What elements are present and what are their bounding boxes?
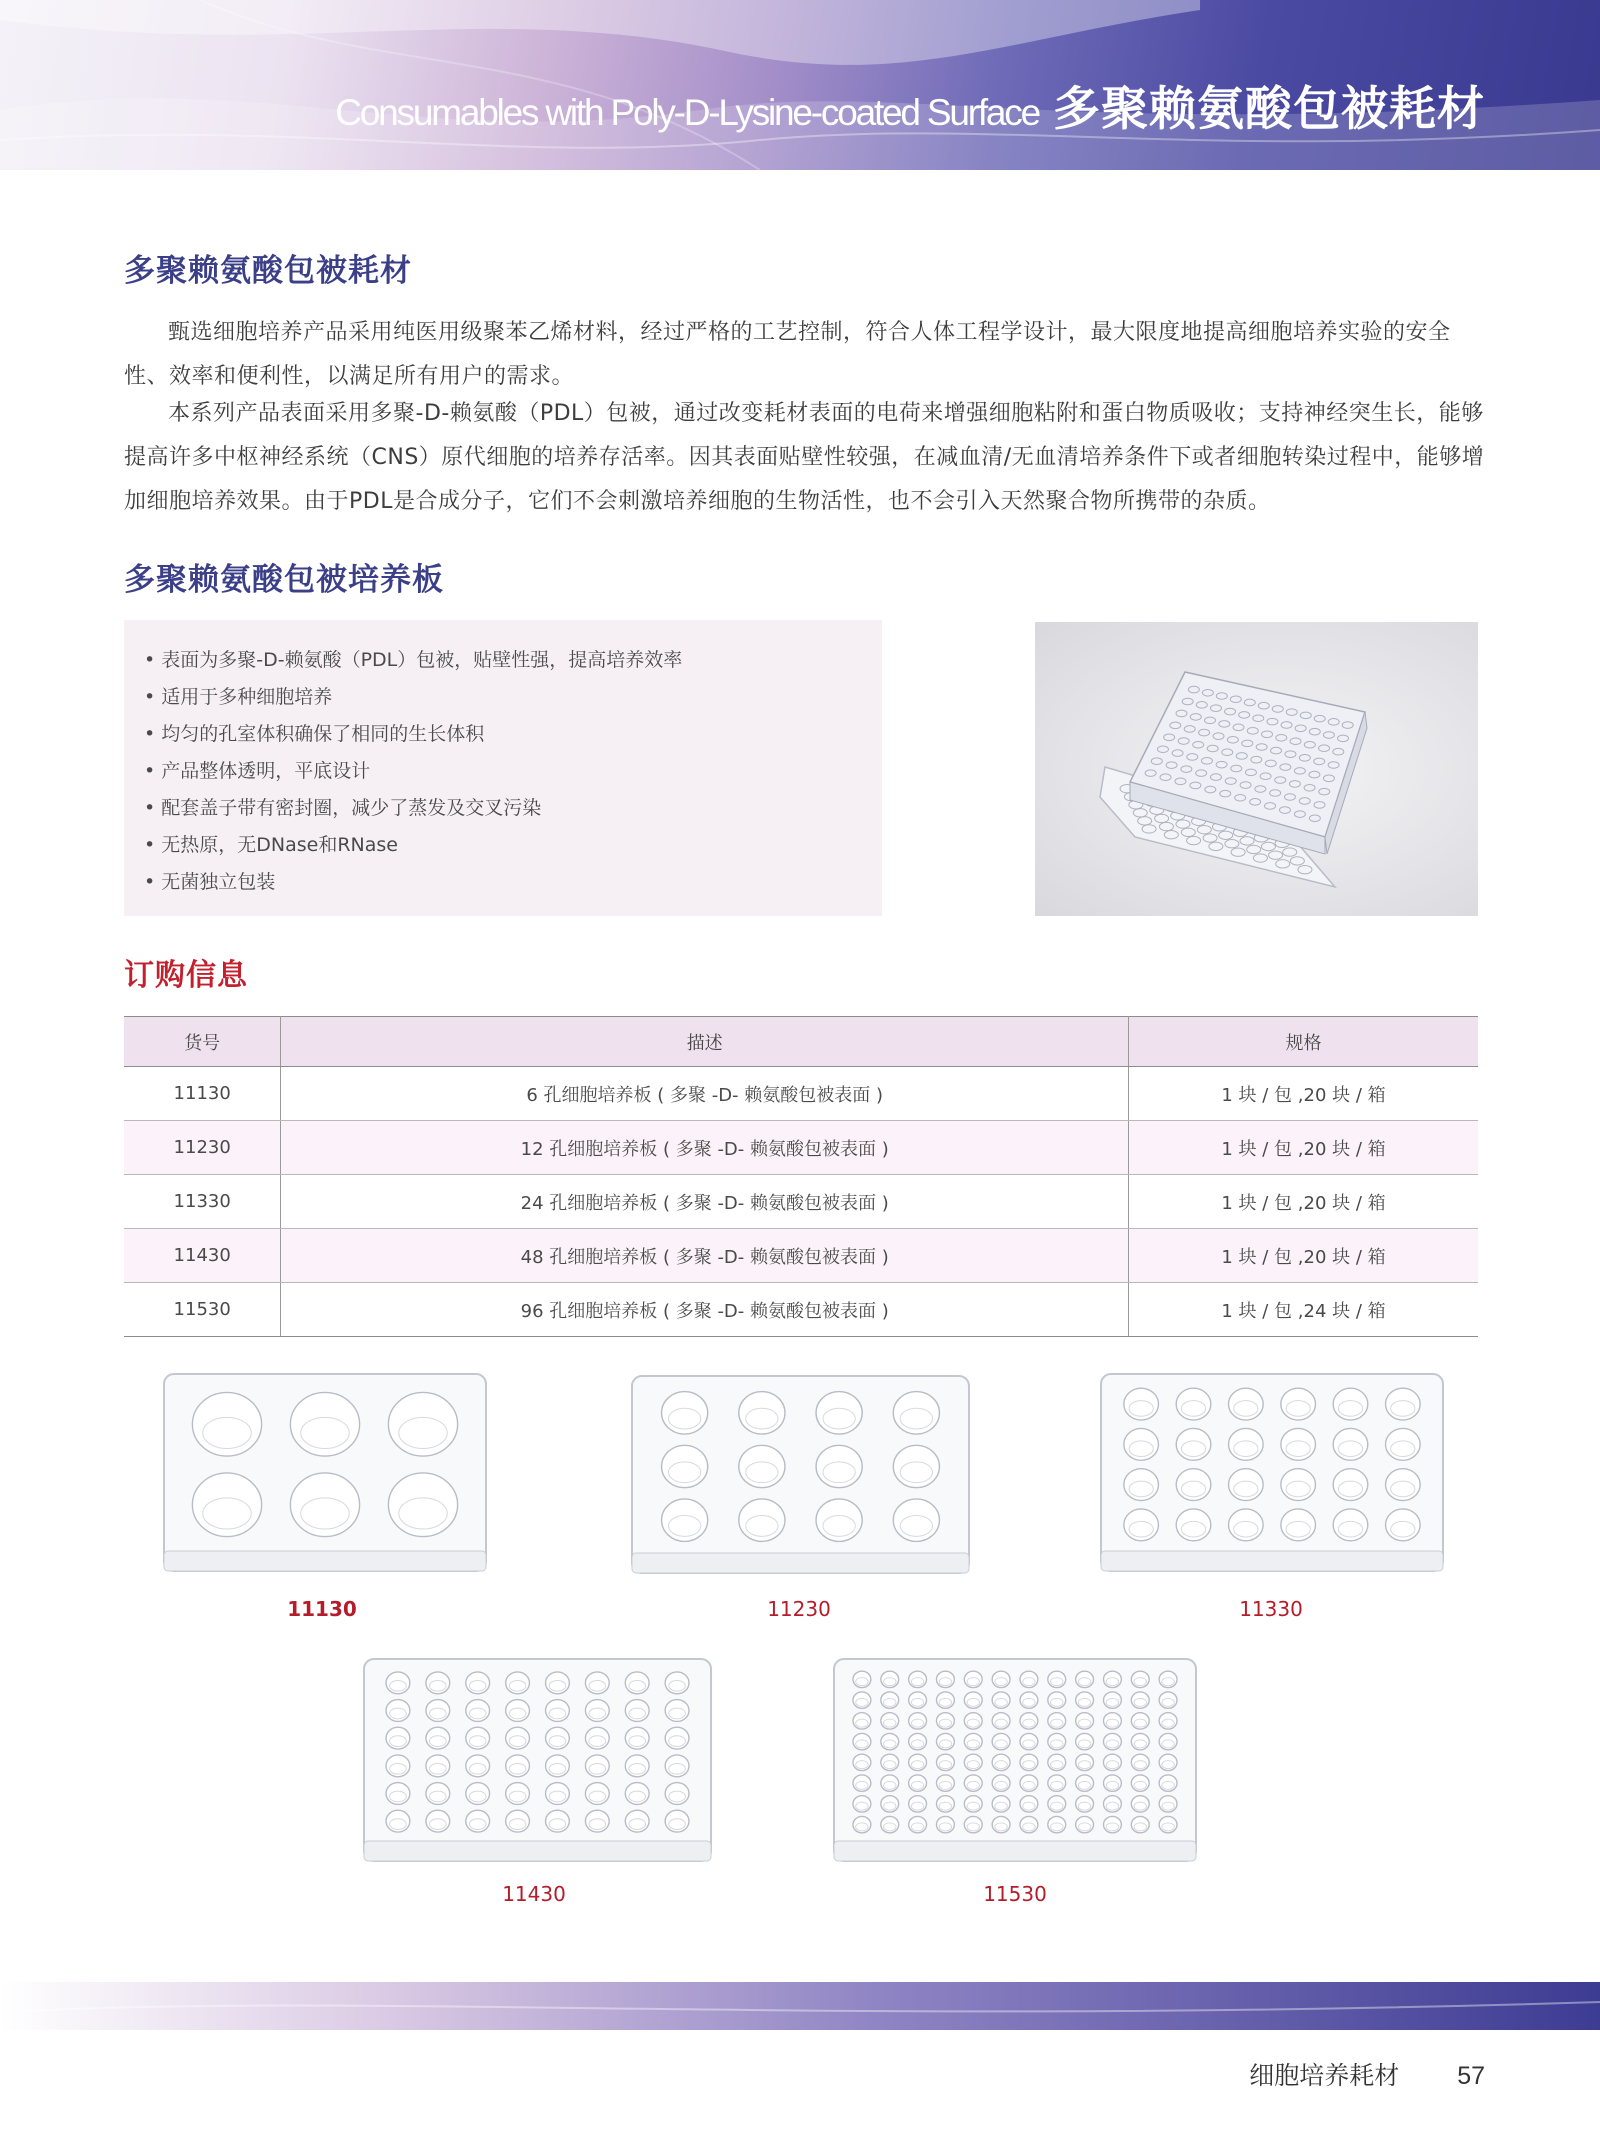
plate-well bbox=[1386, 1428, 1421, 1460]
plate-well bbox=[585, 1810, 609, 1832]
plate-well bbox=[585, 1672, 609, 1694]
cell-spec: 1 块 / 包 ,20 块 / 箱 bbox=[1129, 1175, 1478, 1229]
plate-well bbox=[893, 1445, 939, 1487]
plate-12-well-image bbox=[628, 1372, 973, 1577]
plate-well bbox=[625, 1810, 649, 1832]
col-header-spec: 规格 bbox=[1129, 1017, 1478, 1067]
plate-well bbox=[1281, 1509, 1316, 1541]
plate-6-well-image bbox=[160, 1370, 490, 1575]
plate-well bbox=[1176, 1469, 1211, 1501]
plate-well bbox=[506, 1727, 530, 1749]
cell-spec: 1 块 / 包 ,20 块 / 箱 bbox=[1129, 1121, 1478, 1175]
plate-well bbox=[290, 1473, 359, 1537]
cell-description: 48 孔细胞培养板 ( 多聚 -D- 赖氨酸包被表面 ) bbox=[281, 1229, 1129, 1283]
plate-well bbox=[546, 1700, 570, 1722]
section-heading-consumables: 多聚赖氨酸包被耗材 bbox=[124, 253, 412, 289]
plate-well bbox=[1229, 1509, 1264, 1541]
footer-section-name: 细胞培养耗材 bbox=[1249, 2061, 1400, 2090]
intro-paragraph-1: 甄选细胞培养产品采用纯医用级聚苯乙烯材料，经过严格的工艺控制，符合人体工程学设计，最大限度地提高细胞培养实验的安全性、效率和便利性，以满足所有用户的需求。 bbox=[124, 320, 1451, 389]
cell-sku: 11230 bbox=[124, 1121, 281, 1175]
plate-skirt bbox=[834, 1841, 1196, 1861]
plate-well bbox=[665, 1755, 689, 1777]
plate-skirt bbox=[364, 1841, 711, 1861]
cell-sku: 11530 bbox=[124, 1283, 281, 1337]
plate-well bbox=[1333, 1388, 1368, 1420]
plate-well bbox=[1281, 1469, 1316, 1501]
feature-item: • 均匀的孔室体积确保了相同的生长体积 bbox=[144, 716, 882, 753]
plate-well bbox=[1333, 1509, 1368, 1541]
plate-well bbox=[816, 1445, 862, 1487]
plate-well bbox=[665, 1727, 689, 1749]
plate-well bbox=[506, 1755, 530, 1777]
plate-well bbox=[893, 1499, 939, 1541]
plate-well bbox=[466, 1783, 490, 1805]
plate-well bbox=[1124, 1509, 1159, 1541]
plate-well bbox=[625, 1727, 649, 1749]
plate-well bbox=[388, 1473, 457, 1537]
plate-well bbox=[506, 1700, 530, 1722]
intro-paragraph-2: 本系列产品表面采用多聚-D-赖氨酸（PDL）包被，通过改变耗材表面的电荷来增强细胞粘附和蛋白物质吸收；支持神经突生长，能够提高许多中枢神经系统（CNS）原代细胞的培养存活率。因其表面贴壁性较强，在减血清/无血清培养条件下或者细胞转染过程中，能够增加细胞培养效果。由于PDL是合成分子，它们不会刺激培养细胞的生物活性，也不会引入天然聚合物所携带的杂质。 bbox=[124, 401, 1485, 514]
plate-well bbox=[546, 1755, 570, 1777]
footer-section-page bbox=[1249, 2056, 1485, 2092]
plate-well bbox=[1281, 1388, 1316, 1420]
plate-label-11330: 11330 bbox=[1239, 1597, 1303, 1621]
plate-well bbox=[506, 1672, 530, 1694]
plate-well bbox=[426, 1672, 450, 1694]
plate-well bbox=[388, 1392, 457, 1456]
plate-well bbox=[1333, 1469, 1368, 1501]
plate-well bbox=[739, 1445, 785, 1487]
col-header-description: 描述 bbox=[281, 1017, 1129, 1067]
plate-well bbox=[816, 1392, 862, 1434]
plate-well bbox=[426, 1727, 450, 1749]
plate-well bbox=[426, 1783, 450, 1805]
feature-list bbox=[124, 620, 882, 901]
table-header-row bbox=[124, 1017, 1478, 1067]
plate-well bbox=[1229, 1469, 1264, 1501]
header-banner bbox=[0, 0, 1600, 170]
plate-well bbox=[665, 1783, 689, 1805]
plate-well bbox=[893, 1392, 939, 1434]
plate-well bbox=[585, 1700, 609, 1722]
plate-well bbox=[386, 1755, 410, 1777]
plate-well bbox=[1386, 1388, 1421, 1420]
plate-skirt bbox=[164, 1551, 486, 1571]
footer-band bbox=[0, 1982, 1600, 2030]
feature-item: • 表面为多聚-D-赖氨酸（PDL）包被，贴壁性强，提高培养效率 bbox=[144, 642, 882, 679]
plate-well bbox=[466, 1672, 490, 1694]
plate-well bbox=[546, 1727, 570, 1749]
plate-well bbox=[662, 1445, 708, 1487]
plate-well bbox=[1386, 1509, 1421, 1541]
feature-item: • 无热原，无DNase和RNase bbox=[144, 827, 882, 864]
plate-well bbox=[585, 1727, 609, 1749]
cell-spec: 1 块 / 包 ,20 块 / 箱 bbox=[1129, 1067, 1478, 1121]
plate-well bbox=[1176, 1388, 1211, 1420]
plate-well bbox=[1281, 1428, 1316, 1460]
plate-well bbox=[662, 1499, 708, 1541]
product-photo bbox=[1035, 622, 1478, 916]
plate-label-11130: 11130 bbox=[287, 1597, 357, 1621]
plate-skirt bbox=[1101, 1551, 1443, 1571]
plate-well bbox=[426, 1810, 450, 1832]
plate-well bbox=[466, 1727, 490, 1749]
plate-24-well-image bbox=[1097, 1370, 1447, 1575]
plate-well bbox=[625, 1783, 649, 1805]
cell-description: 6 孔细胞培养板 ( 多聚 -D- 赖氨酸包被表面 ) bbox=[281, 1067, 1129, 1121]
plate-well bbox=[816, 1499, 862, 1541]
plate-well bbox=[506, 1783, 530, 1805]
col-header-sku: 货号 bbox=[124, 1017, 281, 1067]
plate-label-11430: 11430 bbox=[502, 1882, 566, 1906]
plate-well bbox=[1124, 1428, 1159, 1460]
plate-well bbox=[386, 1672, 410, 1694]
table-row bbox=[124, 1067, 1478, 1121]
cell-spec: 1 块 / 包 ,20 块 / 箱 bbox=[1129, 1229, 1478, 1283]
plate-label-11530: 11530 bbox=[983, 1882, 1047, 1906]
cell-description: 12 孔细胞培养板 ( 多聚 -D- 赖氨酸包被表面 ) bbox=[281, 1121, 1129, 1175]
plate-well bbox=[290, 1392, 359, 1456]
plate-well bbox=[739, 1499, 785, 1541]
plate-well bbox=[546, 1672, 570, 1694]
plate-well bbox=[739, 1392, 785, 1434]
section-heading-plates: 多聚赖氨酸包被培养板 bbox=[124, 562, 444, 598]
plate-well bbox=[1176, 1428, 1211, 1460]
cell-sku: 11430 bbox=[124, 1229, 281, 1283]
plate-body bbox=[364, 1659, 711, 1861]
table-row bbox=[124, 1121, 1478, 1175]
plate-well bbox=[426, 1700, 450, 1722]
plate-with-lid-illustration bbox=[1035, 622, 1478, 916]
plate-well bbox=[1229, 1388, 1264, 1420]
plate-well bbox=[426, 1755, 450, 1777]
plate-well bbox=[625, 1672, 649, 1694]
plate-well bbox=[386, 1783, 410, 1805]
order-table bbox=[124, 1016, 1478, 1337]
plate-well bbox=[625, 1700, 649, 1722]
plate-well bbox=[386, 1727, 410, 1749]
plate-well bbox=[665, 1700, 689, 1722]
table-row bbox=[124, 1175, 1478, 1229]
feature-list-box bbox=[124, 620, 882, 916]
cell-description: 96 孔细胞培养板 ( 多聚 -D- 赖氨酸包被表面 ) bbox=[281, 1283, 1129, 1337]
plate-well bbox=[1333, 1428, 1368, 1460]
cell-sku: 11330 bbox=[124, 1175, 281, 1229]
cell-description: 24 孔细胞培养板 ( 多聚 -D- 赖氨酸包被表面 ) bbox=[281, 1175, 1129, 1229]
banner-title-cn: 多聚赖氨酸包被耗材 bbox=[1053, 82, 1485, 137]
plate-48-well-image bbox=[360, 1655, 715, 1865]
feature-item: • 适用于多种细胞培养 bbox=[144, 679, 882, 716]
plate-well bbox=[662, 1392, 708, 1434]
plate-well bbox=[1176, 1509, 1211, 1541]
plate-well bbox=[546, 1810, 570, 1832]
plate-well bbox=[1124, 1469, 1159, 1501]
plate-skirt bbox=[632, 1553, 969, 1573]
table-row bbox=[124, 1229, 1478, 1283]
table-row bbox=[124, 1283, 1478, 1337]
feature-item: • 产品整体透明，平底设计 bbox=[144, 753, 882, 790]
plate-well bbox=[192, 1392, 261, 1456]
plate-well bbox=[625, 1755, 649, 1777]
plate-well bbox=[386, 1810, 410, 1832]
plate-well bbox=[386, 1700, 410, 1722]
plate-well bbox=[585, 1755, 609, 1777]
plate-well bbox=[466, 1755, 490, 1777]
plate-well bbox=[1124, 1388, 1159, 1420]
banner-title bbox=[335, 72, 1485, 139]
plate-well bbox=[466, 1700, 490, 1722]
ordering-heading: 订购信息 bbox=[124, 958, 248, 993]
plate-label-11230: 11230 bbox=[767, 1597, 831, 1621]
plate-well bbox=[192, 1473, 261, 1537]
cell-sku: 11130 bbox=[124, 1067, 281, 1121]
plate-well bbox=[665, 1672, 689, 1694]
plate-96-well-image bbox=[830, 1655, 1200, 1865]
plate-well bbox=[546, 1783, 570, 1805]
feature-item: • 配套盖子带有密封圈，减少了蒸发及交叉污染 bbox=[144, 790, 882, 827]
plate-well bbox=[1229, 1428, 1264, 1460]
page-number: 57 bbox=[1457, 2062, 1485, 2090]
plate-well bbox=[1386, 1469, 1421, 1501]
feature-item: • 无菌独立包装 bbox=[144, 864, 882, 901]
plate-well bbox=[466, 1810, 490, 1832]
plate-well bbox=[665, 1810, 689, 1832]
plate-well bbox=[585, 1783, 609, 1805]
banner-title-en: Consumables with Poly-D-Lysine-coated Surface bbox=[335, 92, 1039, 133]
cell-spec: 1 块 / 包 ,24 块 / 箱 bbox=[1129, 1283, 1478, 1337]
plate-well bbox=[506, 1810, 530, 1832]
